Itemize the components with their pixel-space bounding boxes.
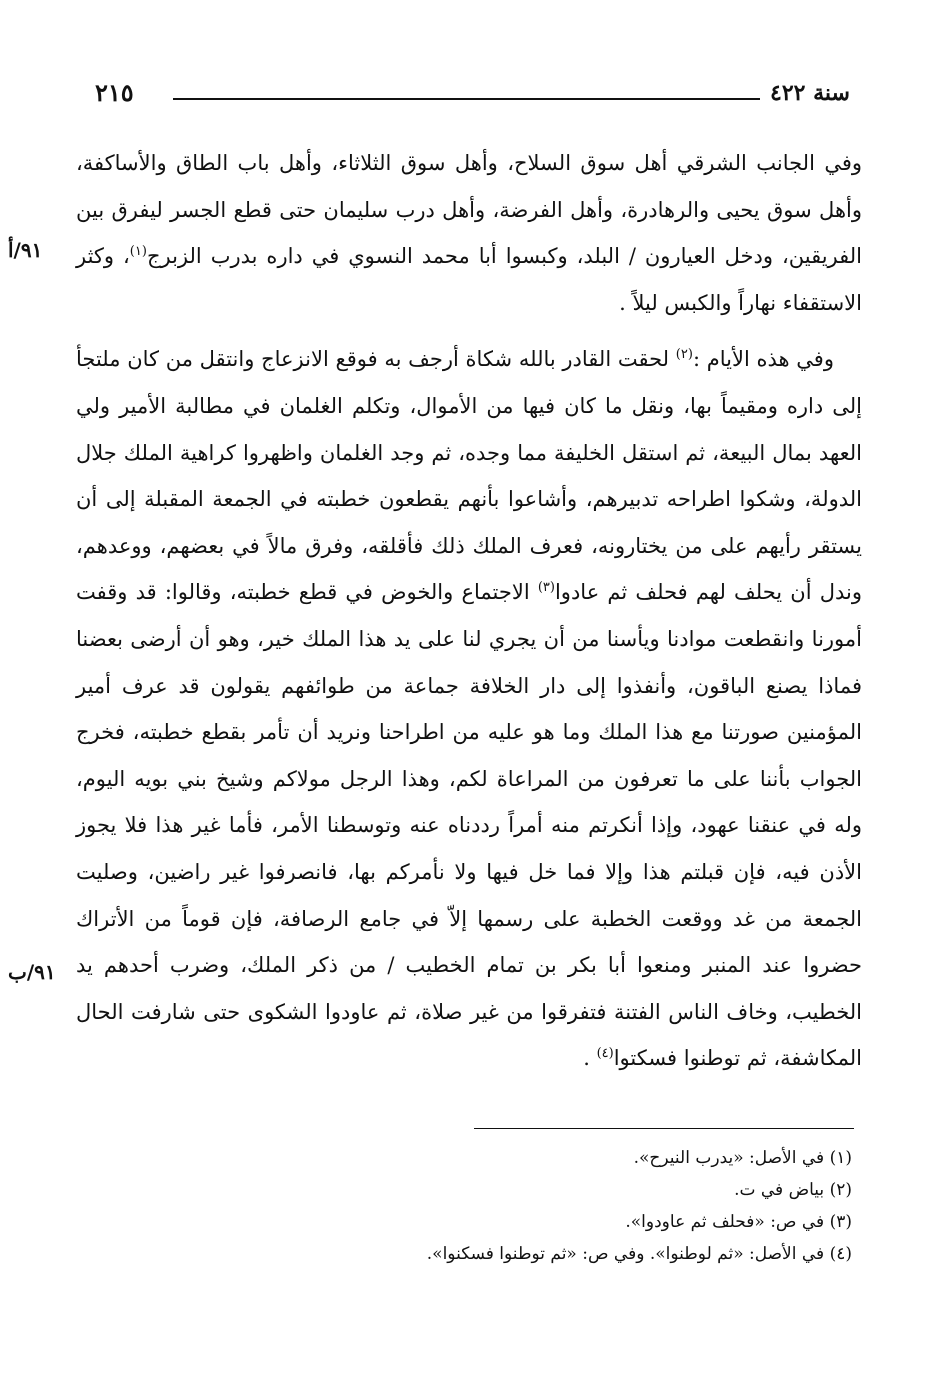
running-head-year: سنة ٤٢٢ [770,80,850,106]
footnote-3: (٣) في ص: «فحلف ثم عاودوا». [625,1212,852,1232]
footnote-ref-4: (٤) [596,1046,614,1062]
page-header [95,78,850,118]
paragraph-1-text-a: وفي الجانب الشرقي أهل سوق السلاح، وأهل سوق الثلاثاء، وأهل باب الطاق والأساكفة، وأهل سوق يحيى والرهادرة، وأهل الفرضة، وأهل درب سليمان حتى قطع الجسر ليفرق بين الفريقين، ودخل العيارون / البلد، وكبسوا أبا محمد النسوي في داره بدرب الزبرج [76,151,862,269]
paragraph-2 [76,336,862,1082]
footnote-ref-1: (١) [129,244,147,260]
main-text [76,140,862,1082]
footnotes [152,1142,852,1270]
paragraph-1-text-b: ، وكثر الاستقفاء نهاراً والكبس ليلاً . [76,244,862,315]
footnote-1: (١) في الأصل: «يدرب النيرح». [633,1148,852,1168]
paragraph-1 [76,140,862,326]
header-rule [173,98,760,100]
paragraph-2-text-d: . [583,1046,597,1071]
margin-folio-91b: ٩١/ب [8,960,56,984]
footnote-4: (٤) في الأصل: «ثم لوطنوا». وفي ص: «ثم توطنوا فسكنوا». [426,1244,852,1264]
footnote-2: (٢) بياض في ت. [734,1180,852,1200]
margin-folio-91a: ٩١/أ [8,238,43,262]
footnote-ref-3: (٣) [537,580,555,596]
paragraph-2-text-c: الاجتماع والخوض في قطع خطبته، وقالوا: قد وقفت أمورنا وانقطعت موادنا ويأسنا من أن يجري لنا على يد هذا الملك خير، وهو أن أرضى بعضنا فماذا يصنع الباقون، وأنفذوا إلى دار الخلافة جماعة من طوائفهم يقولون قد عرف أمير المؤمنين صورتنا مع هذا الملك وما هو عليه من اطراحنا ونريد أن تأمر بقطع خطبته، فخرج الجواب بأننا على ما تعرفون من المراعاة لكم، وهذا الرجل مولاكم وشيخ بني بويه اليوم، وله في عنقنا عهود، وإذا أنكرتم منه أمراً رددناه عنه وتوسطنا الأمر، فأما غير هذا فلا يجوز الأذن فيه، فإن قبلتم هذا وإلا فما خل فيها ولا نأمركم بها، فانصرفوا غير راضين، وصليت الجمعة من غد ووقعت الخطبة على رسمها إلاّ في جامع الرصافة، فإن قوماً من الأتراك حضروا عند المنبر ومنعوا أبا بكر بن تمام الخطيب / من ذكر الملك، وضرب أحدهم يد الخطيب، وخاف الناس الفتنة فتفرقوا من غير صلاة، ثم عاودوا الشكوى حتى شارفت الحال المكاشفة، ثم توطنوا فسكتوا [76,580,862,1071]
paragraph-2-text-a: وفي هذه الأيام : [692,347,834,372]
page-number: ٢١٥ [95,78,134,107]
footnote-separator [474,1128,854,1129]
paragraph-2-text-b: لحقت القادر بالله شكاة أرجف به فوقع الانزعاج وانتقل من كان ملتجأ إلى داره ومقيماً بها، ونقل ما كان فيها من الأموال، وتكلم الغلمان في مطالبة الأمير ولي العهد بمال البيعة، ثم استقل الخليفة مما وجده، ثم وجد الغلمان واظهروا كراهية الملك جلال الدولة، وشكوا اطراحه تدبيرهم، وأشاعوا بأنهم يقطعون خطبته في الجمعة المقبلة إلى أن يستقر رأيهم على من يختارونه، فعرف الملك ذلك فأقلقه، وفرق مالاً في بعضهم، ووعدهم، وندل أن يحلف لهم فحلف ثم عادوا [76,347,862,605]
footnote-ref-2: (٢) [675,347,693,363]
